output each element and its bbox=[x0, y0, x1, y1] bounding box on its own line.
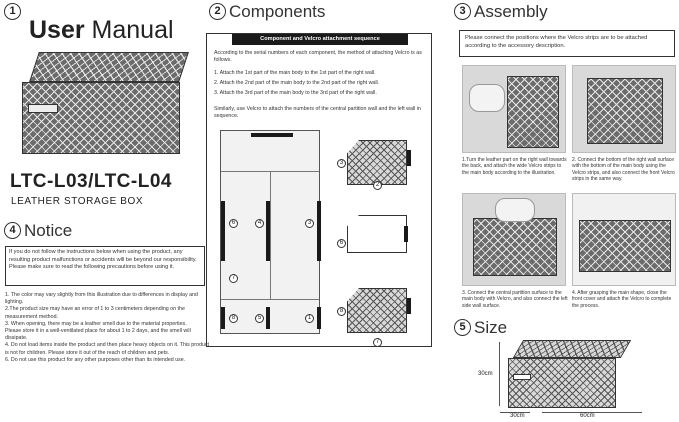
panel-divider bbox=[270, 171, 271, 299]
velcro-strip bbox=[221, 307, 225, 329]
hand bbox=[495, 198, 535, 222]
label-6: 6 bbox=[337, 239, 346, 248]
velcro-strip bbox=[266, 307, 270, 329]
section-number-4: 4 bbox=[4, 222, 21, 239]
assembly-caption-2: 2. Connect the bottom of the right wall surface with the bottom of the main body using the Velcro strips, and also connect the front Velcro strips in the same way. bbox=[572, 157, 675, 182]
notice-item: Please store it in a well-ventilated place for about 1 to 2 days, and the smell will dissipate. bbox=[5, 328, 191, 342]
label-3: 3 bbox=[337, 159, 346, 168]
components-panel bbox=[206, 33, 432, 347]
box-front bbox=[22, 82, 180, 154]
size-depth-label: 30cm bbox=[510, 413, 525, 419]
partition-note: Similarly, use Velcro to attach the numbers of the central partition wall and the left wall in sequence. bbox=[214, 106, 421, 120]
right-wall-part bbox=[347, 140, 407, 185]
label-4: 4 bbox=[255, 219, 264, 228]
assembly-step-1-image bbox=[462, 65, 566, 153]
size-box-handle bbox=[513, 374, 531, 380]
product-illustration bbox=[22, 52, 192, 157]
assembly-box-shape bbox=[579, 220, 671, 272]
assembly-box-shape bbox=[473, 218, 557, 276]
velcro-strip bbox=[251, 133, 293, 137]
assembly-caption-3: 3. Connect the central partition surface to the main body with Velcro, and also connect the left side wall surface. bbox=[462, 290, 568, 309]
label-2: 2 bbox=[373, 181, 382, 190]
label-8: 8 bbox=[337, 307, 346, 316]
main-body-diagram bbox=[220, 130, 320, 334]
notice-item: 3. When opening, there may be a leather smell due to the material properties. bbox=[5, 320, 187, 327]
size-illustration bbox=[508, 340, 628, 412]
notice-title: Notice bbox=[24, 221, 73, 240]
size-box-front bbox=[508, 358, 616, 408]
velcro-strip bbox=[317, 201, 321, 261]
velcro-strip bbox=[266, 201, 270, 261]
notice-list bbox=[5, 292, 211, 364]
notice-item: 1. The color may vary slightly from this illustration due to differences in display and lighting. bbox=[5, 292, 198, 306]
label-1: 1 bbox=[305, 314, 314, 323]
section-number-2: 2 bbox=[209, 3, 226, 20]
left-wall-part bbox=[347, 288, 407, 333]
notice-item: 2.The product size may have an error of 1 to 3 centimeters depending on the measurement method. bbox=[5, 306, 185, 320]
box-handle bbox=[28, 104, 58, 113]
label-6: 6 bbox=[229, 219, 238, 228]
height-dimension-line bbox=[499, 342, 500, 406]
label-7: 7 bbox=[373, 338, 382, 347]
product-subtitle: LEATHER STORAGE BOX bbox=[11, 196, 144, 207]
assembly-box-text: Please connect the positions where the Velcro strips are to be attached according to the accessory description. bbox=[465, 35, 648, 49]
components-intro: According to the serial numbers of each component, the method of attaching Velcro is as follows. bbox=[214, 50, 422, 64]
section-number-5: 5 bbox=[454, 319, 471, 336]
components-step: 1. Attach the 1st part of the main body to the 1st part of the right wall. bbox=[214, 70, 376, 76]
notice-item: 6. Do not use this product for any other purposes other than its intended use. bbox=[5, 356, 186, 363]
size-title: Size bbox=[474, 318, 508, 337]
size-box-top bbox=[513, 340, 631, 358]
notice-item: 4. Do not load items inside the product and then place heavy objects on it. This product is not for children. Please store it out of the reach of children and pets. bbox=[5, 342, 209, 356]
assembly-step-4-image bbox=[572, 193, 676, 286]
velcro-strip bbox=[221, 201, 225, 261]
label-5: 5 bbox=[255, 314, 264, 323]
assembly-step-2-image bbox=[572, 65, 676, 153]
assembly-title: Assembly bbox=[474, 2, 548, 21]
components-title: Components bbox=[229, 2, 326, 21]
section-number-1: 1 bbox=[4, 3, 21, 20]
components-banner: Component and Velcro attachment sequence bbox=[232, 34, 408, 45]
velcro-strip bbox=[407, 298, 411, 314]
assembly-step-3-image bbox=[462, 193, 566, 286]
box-top bbox=[29, 52, 189, 82]
size-width-label: 60cm bbox=[580, 413, 595, 419]
velcro-strip bbox=[407, 150, 411, 166]
panel-divider bbox=[221, 299, 319, 300]
assembly-box bbox=[459, 30, 675, 57]
assembly-box-shape bbox=[587, 78, 663, 144]
components-step: 2. Attach the 2nd part of the main body to the 2nd part of the right wall. bbox=[214, 80, 380, 86]
model-name: LTC-L03/LTC-L04 bbox=[10, 171, 172, 192]
title-bold: User bbox=[29, 16, 85, 44]
assembly-caption-4: 4. After grasping the main shape, close the front cover and attach the Velcro to complete the process. bbox=[572, 290, 672, 309]
assembly-box-shape bbox=[507, 76, 559, 148]
manual-title bbox=[29, 16, 174, 45]
section-number-3: 3 bbox=[454, 3, 471, 20]
velcro-strip bbox=[317, 307, 321, 329]
assembly-caption-1: 1.Turn the leather part on the right wall towards the back, and attach the wide Velcro strips to the main body according to the illustration. bbox=[462, 157, 567, 176]
notice-box-text: If you do not follow the instructions below when using the product, any resulting product malfunctions or accidents will be beyond our responsibility. Please make sure to read the following precautions before using it. bbox=[9, 249, 197, 271]
notice-box bbox=[5, 246, 205, 286]
velcro-strip bbox=[404, 226, 408, 242]
size-height-label: 30cm bbox=[478, 371, 493, 377]
components-step: 3. Attach the 3rd part of the main body to the 3rd part of the right wall. bbox=[214, 90, 377, 96]
label-7: 7 bbox=[229, 274, 238, 283]
label-3: 3 bbox=[305, 219, 314, 228]
hand bbox=[469, 84, 505, 112]
partition-wall-part bbox=[347, 215, 407, 253]
label-8: 8 bbox=[229, 314, 238, 323]
title-rest: Manual bbox=[84, 16, 174, 44]
